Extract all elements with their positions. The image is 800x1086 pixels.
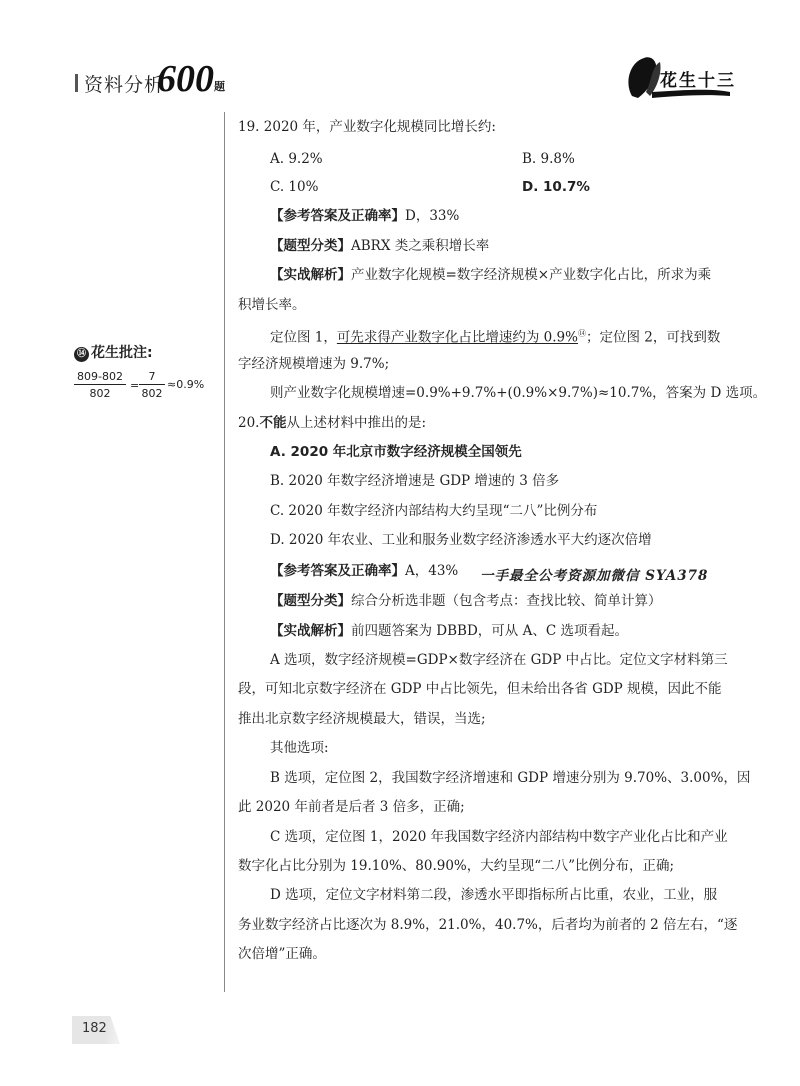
q19-p2-c: ；定位图 2，可找到数: [585, 329, 721, 346]
approx-result: ≈0.9%: [167, 378, 205, 391]
q20-analysis-label: 【实战解析】: [270, 623, 351, 639]
q19-analysis-text-1: 产业数字化规模=数字经济规模×产业数字化占比，所求为乘: [351, 267, 712, 283]
q20-type-label: 【题型分类】: [270, 593, 351, 609]
q20-stem: [238, 414, 426, 432]
q20-answer: [270, 562, 458, 580]
q19-paragraph-2: [270, 325, 720, 347]
fraction-2-numerator: 7: [139, 370, 165, 385]
q19-type-label: 【题型分类】: [270, 238, 351, 254]
fraction-1: [74, 370, 126, 400]
q20-d-line-3: 次倍增”正确。: [238, 946, 326, 962]
column-divider: [224, 112, 225, 992]
book-title: 资料分析: [84, 74, 165, 96]
q20-type-value: 综合分析选非题（包含考点：查找比较、简单计算）: [351, 593, 662, 609]
q20-c-line-2: 数字化占比分别为 19.10%、80.90%，大约呈现“二八”比例分布，正确;: [238, 858, 675, 874]
q20-analysis: [270, 622, 628, 640]
q19-p2-a: 定位图 1，: [270, 329, 337, 346]
q19-type-value: ABRX 类之乘积增长率: [351, 238, 490, 254]
sidebar-note-heading: [74, 342, 153, 362]
q19-analysis-line-1: [270, 266, 711, 284]
note-heading-text: 花生批注:: [91, 345, 153, 361]
q20-option-a: A. 2020 年北京市数字经济规模全国领先: [270, 444, 522, 460]
q19-answer: [270, 207, 459, 225]
q20-answer-value: A，43%: [405, 563, 459, 579]
q20-other-options: 其他选项:: [270, 740, 329, 756]
q20-d-line-2: 务业数字经济占比逐次为 8.9%，21.0%，40.7%，后者均为前者的 2 倍左右，“逐: [238, 917, 738, 933]
q20-answer-label: 【参考答案及正确率】: [270, 563, 405, 579]
fraction-1-denominator: 802: [89, 387, 111, 400]
page-number: 182: [82, 1021, 107, 1036]
q19-type: [270, 237, 489, 255]
q20-b-line-2: 此 2020 年前者是后者 3 倍多，正确;: [238, 799, 465, 815]
header-bar: [75, 74, 78, 92]
q20-d-line-1: D 选项，定位文字材料第二段，渗透水平即指标所占比重，农业，工业，服: [270, 887, 718, 903]
q20-option-b: B. 2020 年数字经济增速是 GDP 增速的 3 倍多: [270, 473, 560, 489]
q19-option-c: C. 10%: [270, 179, 319, 195]
q20-stem-bold: 不能: [259, 415, 287, 431]
q19-answer-label: 【参考答案及正确率】: [270, 208, 405, 224]
q19-p2-note-ref: ⑭: [577, 329, 586, 338]
q20-analysis-text: 前四题答案为 DBBD，可从 A、C 选项看起。: [351, 623, 628, 639]
q19-option-b: B. 9.8%: [522, 151, 575, 167]
q20-option-d: D. 2020 年农业、工业和服务业数字经济渗透水平大约逐次倍增: [270, 532, 652, 548]
q19-analysis-label: 【实战解析】: [270, 267, 351, 283]
q19-analysis-line-2: 积增长率。: [238, 297, 306, 313]
fraction-1-numerator: 809-802: [74, 370, 126, 385]
logo-text: 花生十三: [660, 71, 736, 91]
book-title-number: 600: [157, 58, 214, 100]
q19-p2-underlined: 可先求得产业数字化占比增速约为 0.9%: [336, 329, 578, 346]
q19-answer-value: D，33%: [405, 208, 460, 224]
book-title-suffix: 题: [214, 80, 225, 93]
q19-option-d: D. 10.7%: [522, 179, 590, 195]
q20-c-line-1: C 选项，定位图 1，2020 年我国数字经济内部结构中数字产业化占比和产业: [270, 829, 728, 845]
q19-option-a: A. 9.2%: [270, 151, 323, 167]
q20-a-line-3: 推出北京数字经济规模最大，错误，当选;: [238, 711, 486, 727]
fraction-2-denominator: 802: [141, 387, 163, 400]
q20-option-c: C. 2020 年数字经济内部结构大约呈现“二八”比例分布: [270, 503, 598, 519]
q20-type: [270, 592, 662, 610]
q20-a-line-2: 段，可知北京数字经济在 GDP 中占比领先，但未给出各省 GDP 规模，因此不能: [238, 681, 722, 697]
q19-paragraph-2-line-2: 字经济规模增速为 9.7%;: [238, 356, 390, 372]
promo-watermark-text: 一手最全公考资源加微信 SYA378: [480, 568, 709, 584]
note-number-badge: ⑭: [74, 347, 89, 362]
fraction-2: [139, 370, 165, 400]
q20-a-line-1: A 选项，数字经济规模=GDP×数字经济在 GDP 中占比。定位文字材料第三: [270, 652, 728, 668]
q19-stem: 19. 2020 年，产业数字化规模同比增长约:: [238, 119, 496, 135]
q20-b-line-1: B 选项，定位图 2，我国数字经济增速和 GDP 增速分别为 9.70%、3.00%，因: [270, 770, 751, 786]
equals-sign: =: [130, 379, 140, 392]
q20-stem-number: 20.: [238, 415, 260, 431]
q19-paragraph-3: 则产业数字化规模增速=0.9%+9.7%+(0.9%×9.7%)≈10.7%，答案为 D 选项。: [270, 385, 767, 401]
q20-stem-rest: 从上述材料中推出的是:: [286, 415, 427, 431]
